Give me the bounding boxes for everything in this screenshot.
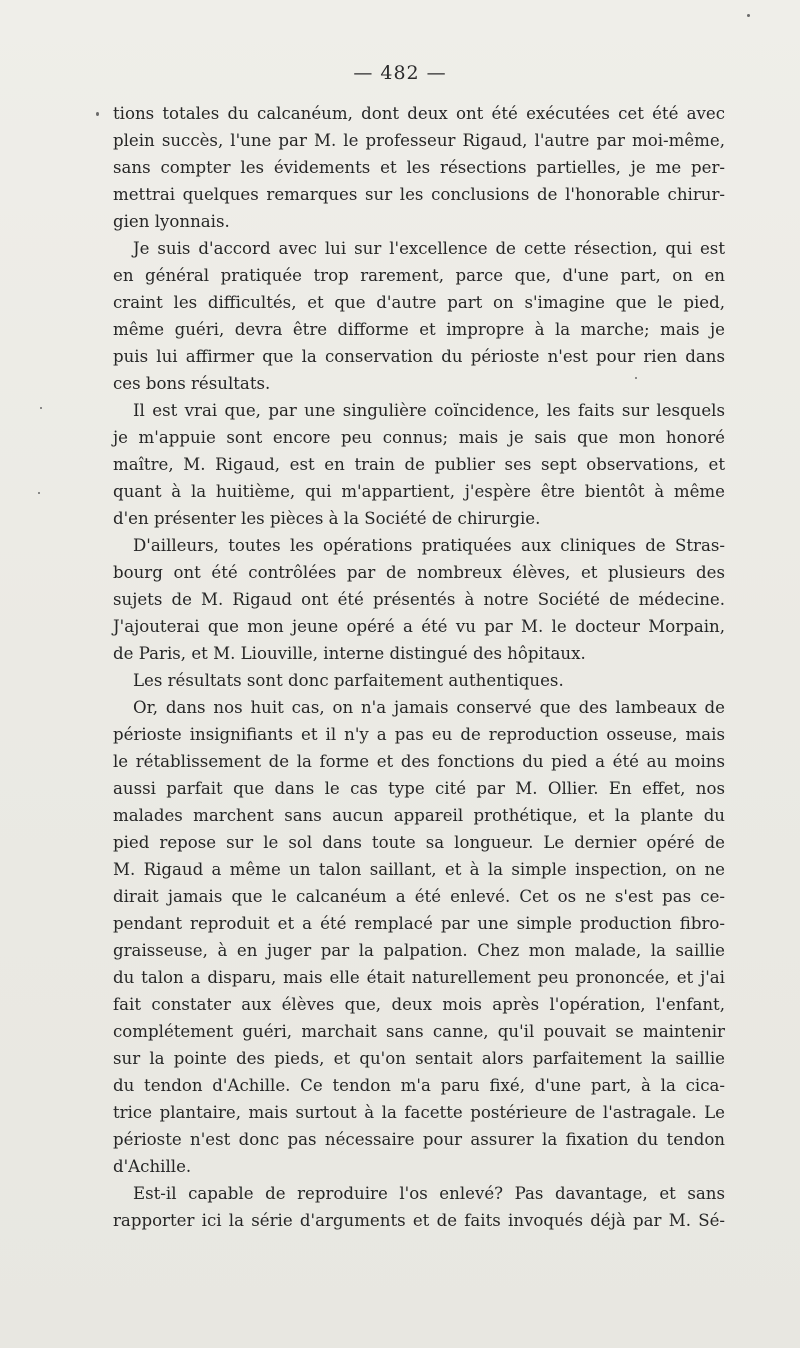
- paragraph-3: [113, 397, 725, 532]
- text-line: graisseuse, à en juger par la palpation. Chez mon malade, la saillie: [113, 941, 725, 960]
- scan-speck: [747, 14, 750, 17]
- text-line: du talon a disparu, mais elle était naturellement peu prononcée, et j'ai: [113, 968, 725, 987]
- text-line: d'en présenter les pièces à la Société de chirurgie.: [113, 509, 541, 528]
- scan-speck: [40, 407, 42, 409]
- text-line: J'ajouterai que mon jeune opéré a été vu par M. le docteur Morpain,: [113, 617, 725, 636]
- text-line: dirait jamais que le calcanéum a été enlevé. Cet os ne s'est pas ce-: [113, 887, 725, 906]
- scan-speck: [635, 377, 637, 379]
- text-line: Il est vrai que, par une singulière coïncidence, les faits sur lesquels: [133, 401, 725, 420]
- text-line: Or, dans nos huit cas, on n'a jamais conservé que des lambeaux de: [133, 698, 725, 717]
- text-line: Les résultats sont donc parfaitement authentiques.: [133, 671, 564, 690]
- page-number: — 482 —: [353, 62, 447, 84]
- body-text: [113, 100, 725, 1234]
- text-line: Je suis d'accord avec lui sur l'excellence de cette résection, qui est: [133, 239, 725, 258]
- text-line: du tendon d'Achille. Ce tendon m'a paru fixé, d'une part, à la cica-: [113, 1076, 725, 1095]
- text-line: malades marchent sans aucun appareil prothétique, et la plante du: [113, 806, 725, 825]
- text-line: gien lyonnais.: [113, 212, 230, 231]
- paragraph-6: [113, 694, 725, 1180]
- text-line: pendant reproduit et a été remplacé par une simple production fibro-: [113, 914, 725, 933]
- text-line: Est-il capable de reproduire l'os enlevé? Pas davantage, et sans: [133, 1184, 725, 1203]
- text-line: ces bons résultats.: [113, 374, 271, 393]
- scan-speck: [38, 492, 40, 494]
- text-line: d'Achille.: [113, 1157, 192, 1176]
- text-line: aussi parfait que dans le cas type cité par M. Ollier. En effet, nos: [113, 779, 725, 798]
- scan-speck: [96, 112, 99, 116]
- paragraph-4: [113, 532, 725, 667]
- text-line: en général pratiquée trop rarement, parce que, d'une part, on en: [113, 266, 725, 285]
- text-line: tions totales du calcanéum, dont deux ont été exécutées cet été avec: [113, 104, 725, 123]
- text-line: de Paris, et M. Liouville, interne distingué des hôpitaux.: [113, 644, 586, 663]
- text-line: maître, M. Rigaud, est en train de publier ses sept observations, et: [113, 455, 725, 474]
- text-line: bourg ont été contrôlées par de nombreux élèves, et plusieurs des: [113, 563, 725, 582]
- text-line: rapporter ici la série d'arguments et de faits invoqués déjà par M. Sé-: [113, 1211, 725, 1230]
- text-line: le rétablissement de la forme et des fonctions du pied a été au moins: [113, 752, 725, 771]
- text-line: sans compter les évidements et les résections partielles, je me per-: [113, 158, 725, 177]
- text-line: sur la pointe des pieds, et qu'on sentait alors parfaitement la saillie: [113, 1049, 725, 1068]
- text-line: mettrai quelques remarques sur les conclusions de l'honorable chirur-: [113, 185, 725, 204]
- text-line: quant à la huitième, qui m'appartient, j'espère être bientôt à même: [113, 482, 725, 501]
- paragraph-7: [113, 1180, 725, 1234]
- text-line: périoste insignifiants et il n'y a pas eu de reproduction osseuse, mais: [113, 725, 725, 744]
- text-line: périoste n'est donc pas nécessaire pour assurer la fixation du tendon: [113, 1130, 725, 1149]
- text-line: fait constater aux élèves que, deux mois après l'opération, l'enfant,: [113, 995, 725, 1014]
- text-line: puis lui affirmer que la conservation du périoste n'est pour rien dans: [113, 347, 725, 366]
- text-line: même guéri, devra être difforme et impropre à la marche; mais je: [113, 320, 725, 339]
- text-line: plein succès, l'une par M. le professeur Rigaud, l'autre par moi-même,: [113, 131, 725, 150]
- paragraph-1: [113, 100, 725, 235]
- text-line: craint les difficultés, et que d'autre part on s'imagine que le pied,: [113, 293, 725, 312]
- text-line: complétement guéri, marchait sans canne, qu'il pouvait se maintenir: [113, 1022, 725, 1041]
- text-line: sujets de M. Rigaud ont été présentés à notre Société de médecine.: [113, 590, 725, 609]
- text-line: M. Rigaud a même un talon saillant, et à la simple inspection, on ne: [113, 860, 725, 879]
- text-line: trice plantaire, mais surtout à la facette postérieure de l'astragale. Le: [113, 1103, 725, 1122]
- text-line: je m'appuie sont encore peu connus; mais je sais que mon honoré: [113, 428, 725, 447]
- paragraph-2: [113, 235, 725, 397]
- text-line: pied repose sur le sol dans toute sa longueur. Le dernier opéré de: [113, 833, 725, 852]
- text-line: D'ailleurs, toutes les opérations pratiquées aux cliniques de Stras-: [133, 536, 725, 555]
- paragraph-5: [113, 667, 725, 694]
